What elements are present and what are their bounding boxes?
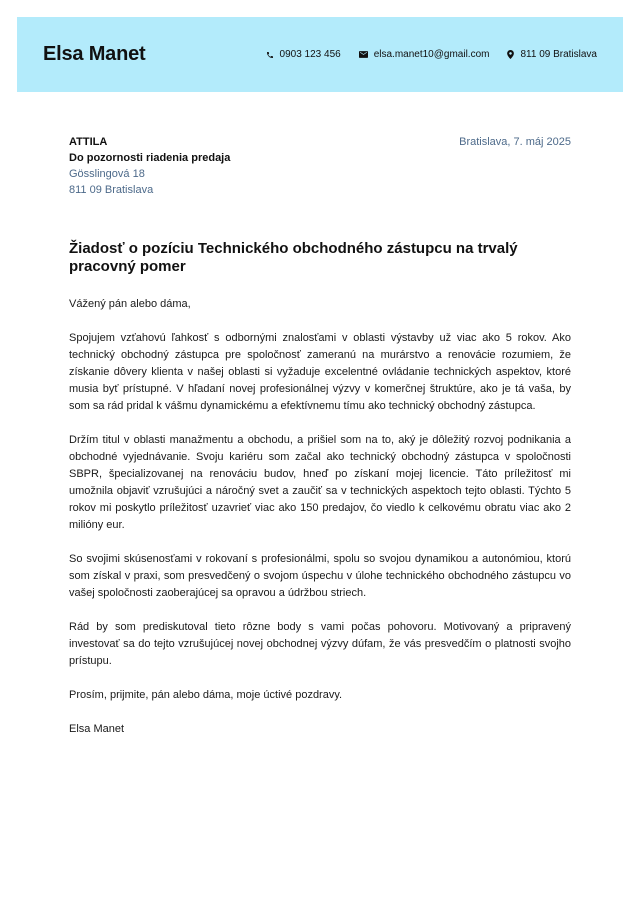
paragraph-1: Spojujem vzťahovú ľahkosť s odbornými znalosťami v oblasti výstavby už viac ako 5 rokov. Ako technický obchodný zástupca pre spoločnosť zameranú na murárstvo a renovácie rozumiem, že získanie dôvery klienta v našej oblasti si vyžaduje excelentné ovládanie technických aspektov, ktoré musia byť prístupné. V hľadaní novej profesionálnej výzvy v komerčnej štruktúre, ako je tá vaša, by som sa rád pridal k vášmu dynamickému a efektívnemu tímu ako technický obchodný zástupca. [69, 332, 571, 412]
letter-date: Bratislava, 7. máj 2025 [459, 136, 571, 148]
paragraph-2: Držím titul v oblasti manažmentu a obchodu, a prišiel som na to, aký je dôležitý rozvoj podnikania a obchodné vyjednávanie. Svoju kariéru som začal ako technický obchodný zástupca v spoločnosti SBPR, špecializovanej na renováciu budov, hneď po získaní mojej licencie. Táto príležitosť mi umožnila objaviť vzrušujúci a náročný svet a zaučiť sa v technických aspektoch tejto oblasti. Týchto 5 rokov mi poskytlo príležitosť uzavrieť viac ako 150 predajov, čo viedlo k celkovému obratu viac ako 2 milióny eur. [69, 434, 571, 531]
mail-icon [359, 51, 368, 58]
recipient-attention: Do pozornosti riadenia predaja [69, 152, 231, 164]
header-banner [17, 17, 623, 92]
applicant-name: Elsa Manet [43, 43, 146, 65]
recipient-city: 811 09 Bratislava [69, 184, 154, 196]
recipient-company: ATTILA [69, 136, 108, 148]
salutation: Vážený pán alebo dáma, [69, 298, 191, 310]
phone-icon [266, 51, 274, 59]
paragraph-3: So svojimi skúsenosťami v rokovaní s profesionálmi, spolu so svojou dynamikou a autonómiou, ktorú som získal v praxi, som presvedčený o svojom úspechu v úlohe technického obchodného zástupcu vo vašej spoločnosti zaoberajúcej sa opravou a údržbou striech. [69, 553, 571, 599]
recipient-block [69, 134, 230, 198]
letter-body [69, 296, 571, 755]
closing: Prosím, prijmite, pán alebo dáma, moje úctivé pozdravy. [69, 689, 343, 701]
contact-location [507, 49, 597, 60]
location-pin-icon [507, 50, 514, 59]
email-text: elsa.manet10@gmail.com [373, 49, 490, 60]
paragraph-4: Rád by som prediskutoval tieto rôzne body s vami počas pohovoru. Motivovaný a pripravený investovať sa do tejto vzrušujúcej novej obchodnej výzvy dúfam, že vás presvedčím o platnosti svojho prístupu. [69, 621, 571, 667]
contact-email [359, 49, 490, 60]
contact-phone [266, 49, 341, 60]
contact-info [248, 49, 597, 60]
location-text: 811 09 Bratislava [520, 49, 597, 60]
signature: Elsa Manet [69, 723, 125, 735]
letter-subject: Žiadosť o pozíciu Technického obchodného zástupcu na trvalý pracovný pomer [69, 240, 518, 275]
phone-text: 0903 123 456 [279, 49, 341, 60]
recipient-street: Gösslingová 18 [69, 168, 145, 180]
